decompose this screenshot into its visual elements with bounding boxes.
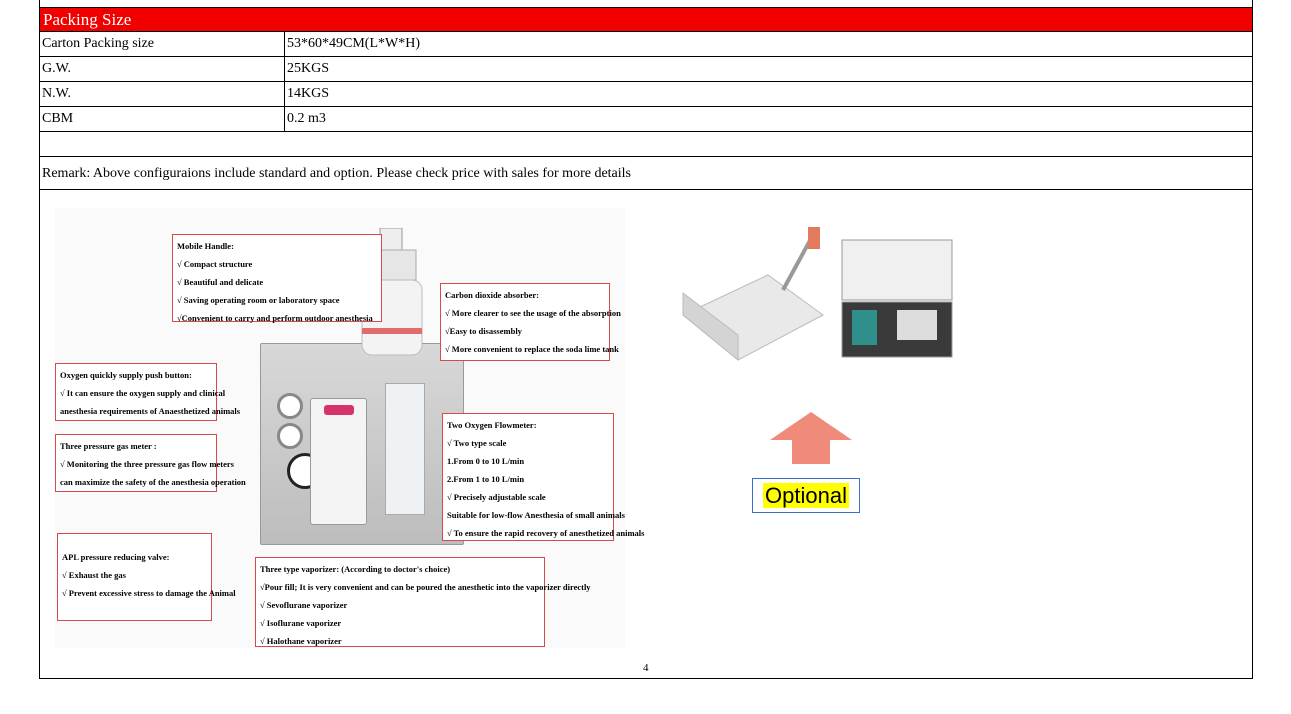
callout-line: √Pour fill; It is very convenient and can be poured the anesthetic into the vaporizer directly <box>260 582 591 592</box>
arrow-up-icon <box>770 412 852 464</box>
callout-line: 1.From 0 to 10 L/min <box>447 456 525 466</box>
callout-flowmeter <box>442 413 645 541</box>
callout-line: √ Precisely adjustable scale <box>447 492 546 502</box>
callout-line: √ Sevoflurane vaporizer <box>260 600 348 610</box>
callout-line: √Easy to disassembly <box>445 326 522 336</box>
callout-line: 2.From 1 to 10 L/min <box>447 474 525 484</box>
callout-line: anesthesia requirements of Anaesthetized animals <box>60 406 241 416</box>
pressure-gauge-icon <box>277 423 303 449</box>
callout-mobile-handle <box>172 234 382 322</box>
row-label: N.W. <box>40 82 285 106</box>
page-number: 4 <box>643 662 649 674</box>
empty-row <box>40 132 1252 157</box>
row-label: Carton Packing size <box>40 32 285 56</box>
callout-line: √ More convenient to replace the soda lime tank <box>445 344 619 354</box>
flowmeter-image <box>385 383 425 515</box>
callout-line: Carbon dioxide absorber: <box>445 290 539 300</box>
callout-line: √ More clearer to see the usage of the absorption <box>445 308 621 318</box>
carrying-case-image <box>673 215 833 363</box>
vaporizer-image <box>310 398 367 525</box>
callout-line: Three type vaporizer: (According to doctor's choice) <box>260 564 451 574</box>
callout-line: √ Saving operating room or laboratory space <box>177 295 340 305</box>
callout-line: √ Beautiful and delicate <box>177 277 264 287</box>
table-row <box>40 82 1252 107</box>
callout-line: √ Isoflurane vaporizer <box>260 618 342 628</box>
callout-line: can maximize the safety of the anesthesia operation <box>60 477 246 487</box>
row-value: 0.2 m3 <box>287 111 326 126</box>
callout-line: √ To ensure the rapid recovery of anesthetized animals <box>447 528 645 538</box>
spec-sheet <box>39 0 1253 679</box>
callout-line: Three pressure gas meter : <box>60 441 157 451</box>
callout-line: APL pressure reducing valve: <box>62 552 170 562</box>
callout-line: √Convenient to carry and perform outdoor anesthesia <box>177 313 373 323</box>
callout-oxygen-button <box>55 363 241 421</box>
callout-pressure-meter <box>55 434 246 492</box>
table-row <box>40 107 1252 132</box>
callout-line: √ Compact structure <box>177 259 253 269</box>
callout-line: √ Halothane vaporizer <box>260 636 342 646</box>
callout-line: √ Exhaust the gas <box>62 570 126 580</box>
product-images <box>40 190 1252 679</box>
row-value: 53*60*49CM(L*W*H) <box>287 36 420 51</box>
callout-line: √ Monitoring the three pressure gas flow meters <box>60 459 234 469</box>
pressure-gauge-icon <box>277 393 303 419</box>
optional-label <box>752 478 860 513</box>
row-value: 25KGS <box>287 61 330 76</box>
row-label: G.W. <box>40 57 285 81</box>
callout-line: Oxygen quickly supply push button: <box>60 370 192 380</box>
open-case-image <box>837 230 957 365</box>
anesthesia-machine-figure <box>55 208 645 648</box>
callout-line: Suitable for low-flow Anesthesia of small animals <box>447 510 625 520</box>
section-header: Packing Size <box>40 8 1252 32</box>
callout-co2-absorber <box>440 283 621 361</box>
callout-line: √ It can ensure the oxygen supply and clinical <box>60 388 226 398</box>
callout-line: Mobile Handle: <box>177 241 234 251</box>
top-gap-row <box>40 0 1252 8</box>
callout-vaporizer <box>255 557 591 647</box>
table-row <box>40 32 1252 57</box>
optional-text: Optional <box>765 483 847 508</box>
row-label: CBM <box>40 107 285 131</box>
remark-text: Remark: Above configuraions include standard and option. Please check price with sales for more details <box>40 157 1252 190</box>
callout-line: √ Two type scale <box>447 438 507 448</box>
row-value: 14KGS <box>287 86 330 101</box>
callout-line: Two Oxygen Flowmeter: <box>447 420 537 430</box>
callout-line: √ Prevent excessive stress to damage the Animal <box>62 588 236 598</box>
callout-apl-valve <box>57 533 236 621</box>
table-row <box>40 57 1252 82</box>
